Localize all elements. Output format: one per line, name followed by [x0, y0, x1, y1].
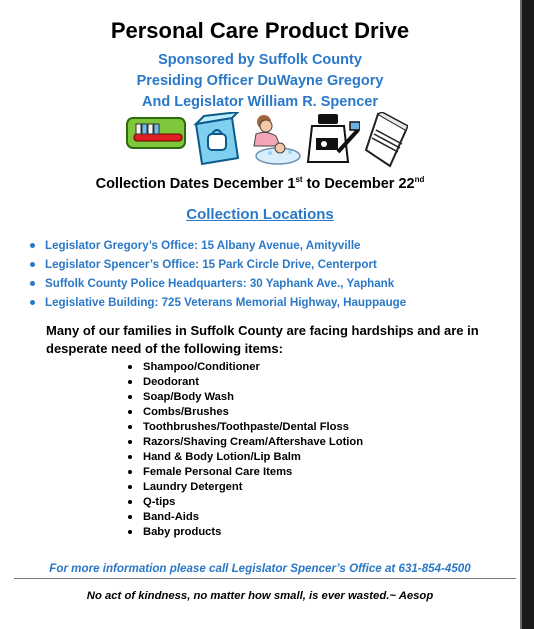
sponsor-line-1: Sponsored by Suffolk County	[158, 52, 362, 68]
divider	[14, 578, 516, 579]
contact-info: For more information please call Legislator Spencer’s Office at 631-854-4500	[49, 562, 471, 575]
location-text: Legislator Gregory’s Office: 15 Albany Avenue, Amityville	[45, 239, 361, 252]
needed-item	[128, 495, 363, 510]
location-text: Legislator Spencer’s Office: 15 Park Circle Drive, Centerport	[45, 258, 377, 271]
bullet-icon	[128, 485, 132, 489]
needed-item	[128, 435, 363, 450]
needed-item	[128, 525, 363, 540]
location-item	[30, 275, 406, 294]
needed-item	[128, 360, 363, 375]
collection-dates-end-suffix: nd	[414, 175, 425, 185]
bullet-icon	[128, 440, 132, 444]
needed-item-text: Shampoo/Conditioner	[143, 361, 260, 373]
needed-item-text: Female Personal Care Items	[143, 466, 293, 478]
bullet-icon	[128, 365, 132, 369]
wipes-container-icon	[190, 112, 242, 168]
location-item	[30, 256, 406, 275]
bullet-icon	[128, 425, 132, 429]
bullet-icon	[128, 395, 132, 399]
needed-items-list	[128, 360, 363, 540]
bullet-icon	[128, 410, 132, 414]
location-text: Legislative Building: 725 Veterans Memorial Highway, Hauppauge	[45, 296, 407, 309]
needed-item-text: Combs/Brushes	[143, 406, 229, 418]
collection-dates	[0, 176, 520, 192]
aftershave-bottle-icon	[304, 112, 360, 168]
needed-item	[128, 450, 363, 465]
window-edge-highlight	[520, 0, 522, 629]
baby-bath-icon	[246, 112, 302, 168]
needed-item	[128, 405, 363, 420]
needed-item-text: Deodorant	[143, 376, 199, 388]
clip-art-strip	[126, 112, 408, 168]
bullet-icon	[128, 500, 132, 504]
bullet-icon	[128, 470, 132, 474]
collection-dates-start: Collection Dates December 1	[95, 176, 296, 192]
needs-intro: Many of our families in Suffolk County are facing hardships and are in desperate need of the following items:	[46, 323, 479, 356]
needed-item-text: Laundry Detergent	[143, 481, 243, 493]
location-item	[30, 294, 406, 313]
needed-item-text: Toothbrushes/Toothpaste/Dental Floss	[143, 421, 349, 433]
closing-quote: No act of kindness, no matter how small, is ever wasted.~ Aesop	[86, 590, 434, 602]
bullet-icon	[30, 243, 35, 248]
bullet-icon	[30, 300, 35, 305]
needed-item	[128, 480, 363, 495]
location-text: Suffolk County Police Headquarters: 30 Yaphank Ave., Yaphank	[45, 277, 395, 290]
needed-item-text: Soap/Body Wash	[143, 391, 234, 403]
needed-item-text: Band-Aids	[143, 511, 199, 523]
needed-item	[128, 510, 363, 525]
toothbrush-icon	[126, 112, 186, 152]
needed-item	[128, 390, 363, 405]
bullet-icon	[128, 380, 132, 384]
needed-item-text: Hand & Body Lotion/Lip Balm	[143, 451, 301, 463]
needed-item	[128, 420, 363, 435]
bullet-icon	[30, 281, 35, 286]
locations-list	[30, 237, 406, 313]
location-item	[30, 237, 406, 256]
collection-dates-end: to December 22	[302, 176, 415, 192]
needed-item	[128, 465, 363, 480]
needed-item-text: Razors/Shaving Cream/Aftershave Lotion	[143, 436, 364, 448]
needed-item-text: Baby products	[143, 526, 222, 538]
deodorant-stick-icon	[364, 112, 408, 168]
bullet-icon	[128, 515, 132, 519]
bullet-icon	[128, 455, 132, 459]
needed-item	[128, 375, 363, 390]
needed-item-text: Q-tips	[143, 496, 176, 508]
window-edge	[520, 0, 534, 629]
sponsor-line-3: And Legislator William R. Spencer	[142, 94, 378, 110]
flyer-title: Personal Care Product Drive	[110, 18, 410, 43]
bullet-icon	[30, 262, 35, 267]
bullet-icon	[128, 530, 132, 534]
sponsor-line-2: Presiding Officer DuWayne Gregory	[136, 73, 384, 89]
collection-dates-start-suffix: st	[295, 175, 303, 185]
locations-heading: Collection Locations	[186, 206, 334, 223]
